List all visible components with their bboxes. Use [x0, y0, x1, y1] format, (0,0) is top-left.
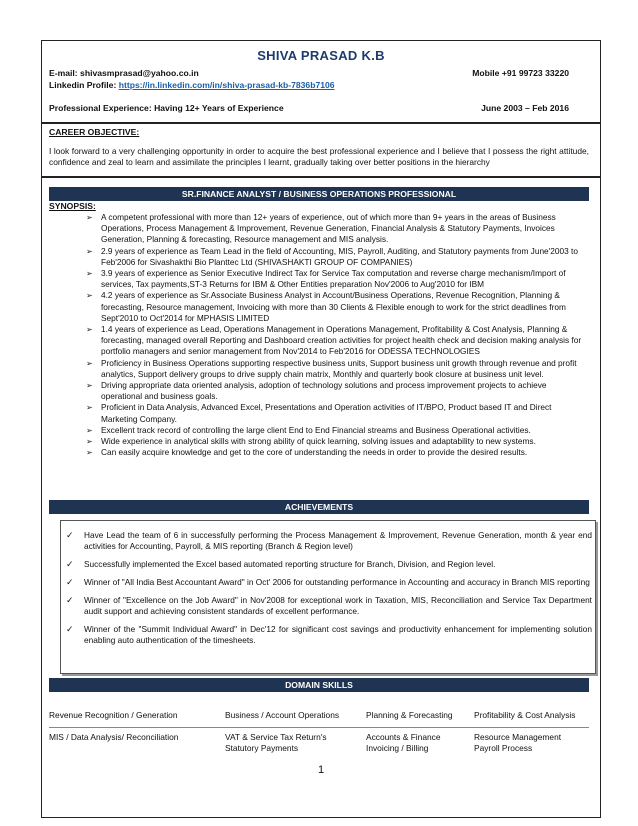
skill-cell: VAT & Service Tax Return's Statutory Payments — [225, 732, 327, 754]
experience-period: June 2003 – Feb 2016 — [481, 103, 569, 113]
skill-cell: Profitability & Cost Analysis — [474, 710, 576, 720]
arrow-bullet-icon: ➢ — [86, 246, 93, 256]
experience-row — [49, 103, 589, 113]
arrow-bullet-icon: ➢ — [86, 437, 93, 447]
email-text: E-mail: shivasmprasad@yahoo.co.in — [49, 68, 199, 78]
list-item: ➢ 4.2 years of experience as Sr.Associate Business Analyst in Account/Business Operations, Revenue Recognition, Planning & forecasting, Resource management, Invoicing with more than 30 Clients & Flexible enough to work for the strict deadlines from Sept'2010 to Oct'2014 for MPHASIS LIMITED — [86, 290, 566, 323]
career-objective-text: I look forward to a very challenging opportunity in order to acquire the best professional experience and I believe that I possess the right attitude, confidence and zeal to learn and assimilate the principles I learnt, gradually taking over better positions in the hierarchy — [49, 146, 589, 168]
skill-cell: Resource Management Payroll Process — [474, 732, 562, 754]
skill-cell: Accounts & Finance Invoicing / Billing — [366, 732, 441, 754]
arrow-bullet-icon: ➢ — [86, 269, 93, 279]
linkedin-link[interactable]: https://in.linkedin.com/in/shiva-prasad-kb-7836b7106 — [118, 80, 335, 90]
synopsis-list — [86, 212, 586, 458]
check-icon: ✓ — [66, 594, 74, 605]
arrow-bullet-icon: ➢ — [86, 213, 93, 222]
skill-cell: Revenue Recognition / Generation — [49, 710, 178, 720]
list-item: ➢ Driving appropriate data oriented analysis, adoption of technology solutions and process improvement projects to achieve operational and business goals. — [86, 380, 547, 402]
page-number: 1 — [317, 764, 325, 776]
domain-skills-table — [49, 710, 589, 752]
divider — [42, 122, 600, 124]
arrow-bullet-icon: ➢ — [86, 291, 93, 301]
check-icon: ✓ — [66, 530, 74, 540]
table-row — [49, 732, 589, 752]
linkedin-row — [49, 80, 589, 90]
list-item: ➢ Excellent track record of controlling the large client End to End Financial streams and Business Operational activities. — [86, 424, 531, 435]
arrow-bullet-icon: ➢ — [86, 381, 93, 391]
list-item: ➢ Proficient in Data Analysis, Advanced Excel, Presentations and Operation activities of IT/BPO, Product based IT and Direct Marketing Company. — [86, 402, 552, 424]
arrow-bullet-icon: ➢ — [86, 358, 93, 368]
arrow-bullet-icon: ➢ — [86, 425, 93, 435]
arrow-bullet-icon: ➢ — [86, 325, 93, 335]
experience-summary: Professional Experience: Having 12+ Years of Experience — [49, 103, 284, 113]
check-icon: ✓ — [66, 559, 74, 570]
list-item: ➢ 2.9 years of experience as Team Lead in the field of Accounting, MIS, Payroll, Auditing, and Statutory payments from June'2003 to Feb'2006 for Sivashakthi Bio Planttec Ltd (SHIVASHAKTI GROUP OF COMPANIES) — [86, 245, 578, 267]
list-item: ➢ Wide experience in analytical skills with strong ability of quick learning, solving issues and adaptability to new systems. — [86, 436, 536, 447]
role-title-bar: SR.FINANCE ANALYST / BUSINESS OPERATIONS PROFESSIONAL — [49, 187, 589, 201]
list-item: ✓ Winner of "Excellence on the Job Award" in Nov'2008 for exceptional work in Taxation, MIS, Reconciliation and Service Tax Department audit support and achieving consistent standards of excellent performance. — [66, 594, 592, 617]
divider — [49, 727, 589, 728]
candidate-name: SHIVA PRASAD K.B — [257, 48, 385, 63]
list-item: ➢ Proficiency in Business Operations supporting respective business units, Support business unit growth through revenue and profit analytics, Support delivery groups to drive supply chain matrix, Monthly and quarterly book closure at business unit level. — [86, 357, 577, 379]
list-item: ✓ Winner of the "Summit Individual Award" in Dec'12 for significant cost savings and productivity enhancement for implementing solution enabling auto authentication of the timesheets. — [66, 624, 592, 646]
list-item: ➢ Can easily acquire knowledge and get to the core of understanding the needs in order to provide the desired results. — [86, 447, 528, 458]
skill-cell: Business / Account Operations — [225, 710, 340, 720]
list-item: ➢ 3.9 years of experience as Senior Executive Indirect Tax for Service Tax computation and reverse charge mechanism/Import of services, Tax payments,ST-3 Returns for IBM & Other Entities preparation Nov'2006 to Aug'2010 for IBM — [86, 268, 566, 290]
linkedin-label: Linkedin Profile: — [49, 80, 119, 90]
achievements-list — [64, 530, 592, 653]
arrow-bullet-icon: ➢ — [86, 448, 93, 458]
check-icon: ✓ — [66, 577, 74, 587]
synopsis-heading: SYNOPSIS: — [49, 201, 96, 211]
mobile-text: Mobile +91 99723 33220 — [472, 68, 569, 78]
list-item: ✓ Winner of "All India Best Accountant Award" in Oct' 2006 for outstanding performance in Accounting and accuracy in Branch MIS reporting — [66, 577, 590, 587]
list-item: ✓ Successfully implemented the Excel based automated reporting structure for Branch, Division, and Region level. — [66, 559, 496, 570]
skill-cell: MIS / Data Analysis/ Reconciliation — [49, 732, 179, 742]
career-objective-heading: CAREER OBJECTIVE: — [49, 127, 140, 137]
achievements-bar: ACHIEVEMENTS — [49, 500, 589, 514]
contact-row — [49, 68, 589, 78]
list-item: ➢ 1.4 years of experience as Lead, Operations Management in Operations Management, Profitability & Cost Analysis, Planning & forecasting, managed overall Reporting and Dashboard creation activities for project health check and decision making analysis for portfolio managers and senior management from Nov'2014 to Feb'2016 for ODESSA TECHNOLOGIES — [86, 324, 582, 357]
skill-cell: Planning & Forecasting — [366, 710, 453, 720]
list-item: ➢ A competent professional with more than 12+ years of experience, out of which more than 9+ years in the areas of Business Operations, Process Management & Improvement, Revenue Generation, Financial Analysis & Statutory Payments, Invoices Generation, Planning & forecasting, Resource management and MIS analysis. — [86, 212, 556, 245]
check-icon: ✓ — [66, 624, 74, 634]
domain-skills-bar: DOMAIN SKILLS — [49, 678, 589, 692]
arrow-bullet-icon: ➢ — [86, 403, 93, 413]
list-item: ✓ Have Lead the team of 6 in successfully performing the Process Management & Improvement, Revenue Generation, month & year end activities for Accounting, Payroll, & MIS reporting (Branch & Region level) — [66, 530, 592, 552]
divider — [42, 176, 600, 178]
